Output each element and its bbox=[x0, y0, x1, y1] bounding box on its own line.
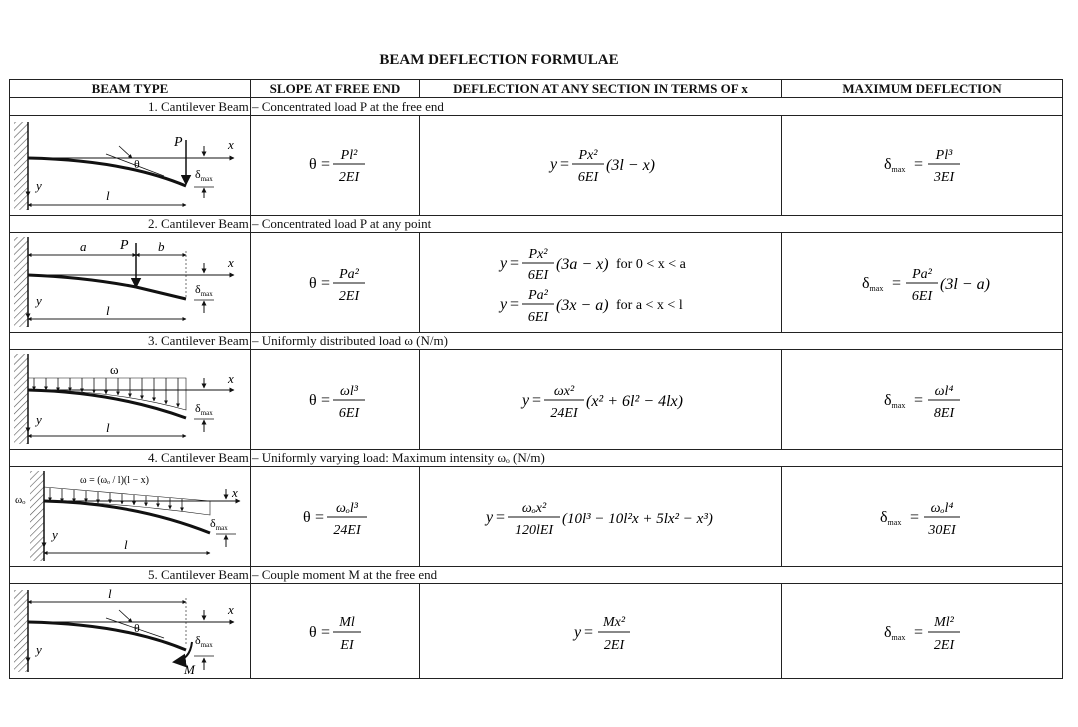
delta-max-label: $\delta_{max}$ bbox=[210, 516, 228, 532]
svg-text:ωx²: ωx² bbox=[553, 384, 575, 399]
svg-text:for 0 < x < a: for 0 < x < a bbox=[616, 257, 686, 272]
y-axis-label: y bbox=[36, 293, 42, 308]
svg-text:8EI: 8EI bbox=[933, 406, 955, 421]
svg-text:=: = bbox=[914, 624, 924, 641]
case1-max-deflection-formula bbox=[782, 116, 1062, 214]
case3-deflection-formula bbox=[420, 350, 781, 448]
svg-text:Px²: Px² bbox=[528, 247, 548, 262]
svg-text:=: = bbox=[315, 509, 325, 526]
svg-text:(10l³ − 10l²x + 5lx² − x³): (10l³ − 10l²x + 5lx² − x³) bbox=[562, 511, 713, 527]
svg-text:2EI: 2EI bbox=[603, 638, 625, 653]
svg-text:2EI: 2EI bbox=[338, 170, 360, 185]
length-label: l bbox=[106, 420, 110, 435]
svg-text:=: = bbox=[321, 392, 331, 409]
x-axis-label: x bbox=[228, 371, 234, 386]
varying-load-equation: ω = (ωₒ / l)(l − x) bbox=[80, 475, 149, 486]
case4-slope-formula bbox=[251, 467, 419, 565]
case5-max-deflection-formula bbox=[782, 584, 1062, 678]
header-slope: SLOPE AT FREE END bbox=[269, 81, 401, 96]
case2-slope-formula bbox=[251, 233, 419, 331]
y-axis-label: y bbox=[52, 527, 58, 542]
svg-text:δmax: δmax bbox=[884, 156, 906, 174]
svg-text:30EI: 30EI bbox=[928, 523, 956, 538]
svg-text:ωₒl³: ωₒl³ bbox=[336, 501, 358, 516]
svg-text:6EI: 6EI bbox=[577, 170, 599, 185]
case2-deflection-formula bbox=[420, 233, 781, 331]
svg-text:(3l − x): (3l − x) bbox=[606, 157, 655, 174]
case-title: 2. Cantilever Beam – Concentrated load P at any point bbox=[148, 216, 432, 231]
svg-text:3EI: 3EI bbox=[933, 170, 955, 185]
case4-deflection-formula bbox=[420, 467, 781, 565]
theta-label: θ bbox=[134, 621, 140, 635]
svg-text:y: y bbox=[500, 296, 508, 313]
svg-text:=: = bbox=[584, 624, 594, 641]
svg-text:=: = bbox=[892, 275, 902, 292]
header-deflection bbox=[420, 80, 781, 97]
svg-text:2EI: 2EI bbox=[933, 638, 955, 653]
svg-text:Px²: Px² bbox=[578, 148, 598, 163]
delta-max-label: $\delta_{max}$ bbox=[195, 633, 213, 649]
svg-text:Ml²: Ml² bbox=[934, 615, 954, 630]
header-max-deflection: MAXIMUM DEFLECTION bbox=[842, 81, 1002, 96]
svg-text:δmax: δmax bbox=[862, 275, 884, 293]
delta-max-label: $\delta_{max}$ bbox=[195, 167, 213, 183]
case4-max-deflection-formula bbox=[782, 467, 1062, 565]
case-title: 1. Cantilever Beam – Concentrated load P at the free end bbox=[148, 99, 444, 114]
svg-text:y: y bbox=[500, 255, 508, 272]
svg-text:(3x − a): (3x − a) bbox=[556, 297, 609, 314]
svg-text:Mx²: Mx² bbox=[602, 615, 626, 630]
svg-text:δmax: δmax bbox=[884, 392, 906, 410]
length-label: l bbox=[124, 537, 128, 552]
length-label: l bbox=[106, 188, 110, 203]
svg-text:y: y bbox=[550, 156, 558, 173]
omega-label: ω bbox=[110, 362, 119, 377]
svg-text:=: = bbox=[321, 275, 331, 292]
svg-text:=: = bbox=[510, 296, 520, 313]
svg-text:ωₒx²: ωₒx² bbox=[521, 501, 547, 516]
svg-text:θ: θ bbox=[309, 275, 317, 292]
case-title: 5. Cantilever Beam – Couple moment M at the free end bbox=[148, 567, 438, 582]
y-axis-label: y bbox=[36, 412, 42, 427]
svg-text:δmax: δmax bbox=[884, 624, 906, 642]
svg-text:Pl²: Pl² bbox=[340, 148, 358, 163]
svg-text:δmax: δmax bbox=[880, 509, 902, 527]
svg-text:Ml: Ml bbox=[339, 615, 355, 630]
case1-beam-diagram bbox=[14, 116, 248, 214]
load-label: P bbox=[120, 238, 129, 253]
case5-deflection-formula bbox=[420, 584, 781, 678]
x-axis-label: x bbox=[228, 255, 234, 270]
svg-text:θ: θ bbox=[309, 156, 317, 173]
svg-text:24EI: 24EI bbox=[333, 523, 361, 538]
svg-text:6EI: 6EI bbox=[338, 406, 360, 421]
case2-beam-diagram bbox=[14, 233, 248, 331]
svg-text:=: = bbox=[496, 509, 506, 526]
x-axis-label: x bbox=[232, 485, 238, 500]
svg-text:=: = bbox=[321, 624, 331, 641]
header-beam-type: BEAM TYPE bbox=[91, 81, 169, 96]
case2-max-deflection-formula bbox=[782, 233, 1062, 331]
a-label: a bbox=[80, 239, 87, 254]
case-title: 3. Cantilever Beam – Uniformly distributed load ω (N/m) bbox=[148, 333, 448, 348]
omega-o-label: ωₒ bbox=[15, 494, 26, 506]
svg-text:6EI: 6EI bbox=[527, 310, 549, 325]
svg-text:ωl³: ωl³ bbox=[340, 384, 358, 399]
svg-text:y: y bbox=[522, 392, 530, 409]
svg-text:Pa²: Pa² bbox=[339, 267, 359, 282]
length-label: l bbox=[108, 586, 112, 601]
svg-text:ωₒl⁴: ωₒl⁴ bbox=[930, 501, 954, 516]
svg-text:for a < x < l: for a < x < l bbox=[616, 298, 683, 313]
svg-text:2EI: 2EI bbox=[338, 289, 360, 304]
svg-text:=: = bbox=[560, 156, 570, 173]
case3-beam-diagram bbox=[14, 350, 248, 448]
svg-text:=: = bbox=[532, 392, 542, 409]
svg-text:(3l − a): (3l − a) bbox=[940, 276, 990, 293]
svg-text:EI: EI bbox=[340, 638, 354, 653]
svg-text:(3a − x): (3a − x) bbox=[556, 256, 609, 273]
svg-text:(x² + 6l² − 4lx): (x² + 6l² − 4lx) bbox=[586, 393, 683, 410]
svg-text:=: = bbox=[321, 156, 331, 173]
svg-text:=: = bbox=[914, 392, 924, 409]
header-deflection-text: DEFLECTION AT ANY SECTION IN TERMS OF x bbox=[453, 81, 748, 96]
x-axis-label: x bbox=[228, 137, 234, 152]
svg-text:θ: θ bbox=[309, 624, 317, 641]
svg-text:Pa²: Pa² bbox=[528, 288, 548, 303]
case5-beam-diagram bbox=[14, 584, 248, 678]
svg-text:24EI: 24EI bbox=[550, 406, 578, 421]
delta-max-label: $\delta_{max}$ bbox=[195, 401, 213, 417]
svg-text:θ: θ bbox=[303, 509, 311, 526]
theta-label: θ bbox=[134, 157, 140, 171]
svg-text:y: y bbox=[574, 624, 582, 641]
svg-text:=: = bbox=[510, 255, 520, 272]
svg-text:120lEI: 120lEI bbox=[514, 523, 554, 538]
svg-text:6EI: 6EI bbox=[911, 289, 933, 304]
svg-text:ωl⁴: ωl⁴ bbox=[934, 384, 954, 399]
load-label: P bbox=[174, 135, 183, 150]
delta-max-label: $\delta_{max}$ bbox=[195, 282, 213, 298]
svg-text:6EI: 6EI bbox=[527, 268, 549, 283]
x-axis-label: x bbox=[228, 602, 234, 617]
case1-slope-formula bbox=[251, 116, 419, 214]
case1-deflection-formula bbox=[420, 116, 781, 214]
svg-text:θ: θ bbox=[309, 392, 317, 409]
svg-text:=: = bbox=[910, 509, 920, 526]
moment-label: M bbox=[184, 662, 195, 677]
y-axis-label: y bbox=[36, 178, 42, 193]
case4-beam-diagram bbox=[14, 467, 248, 565]
case3-max-deflection-formula bbox=[782, 350, 1062, 448]
y-axis-label: y bbox=[36, 642, 42, 657]
svg-text:Pl³: Pl³ bbox=[935, 148, 953, 163]
case5-slope-formula bbox=[251, 584, 419, 678]
svg-text:=: = bbox=[914, 156, 924, 173]
length-label: l bbox=[106, 303, 110, 318]
case3-slope-formula bbox=[251, 350, 419, 448]
svg-text:y: y bbox=[486, 509, 494, 526]
case-title: 4. Cantilever Beam – Uniformly varying load: Maximum intensity ωₒ (N/m) bbox=[148, 450, 545, 465]
b-label: b bbox=[158, 239, 165, 254]
svg-text:Pa²: Pa² bbox=[912, 267, 932, 282]
page-title: BEAM DEFLECTION FORMULAE bbox=[379, 52, 619, 68]
